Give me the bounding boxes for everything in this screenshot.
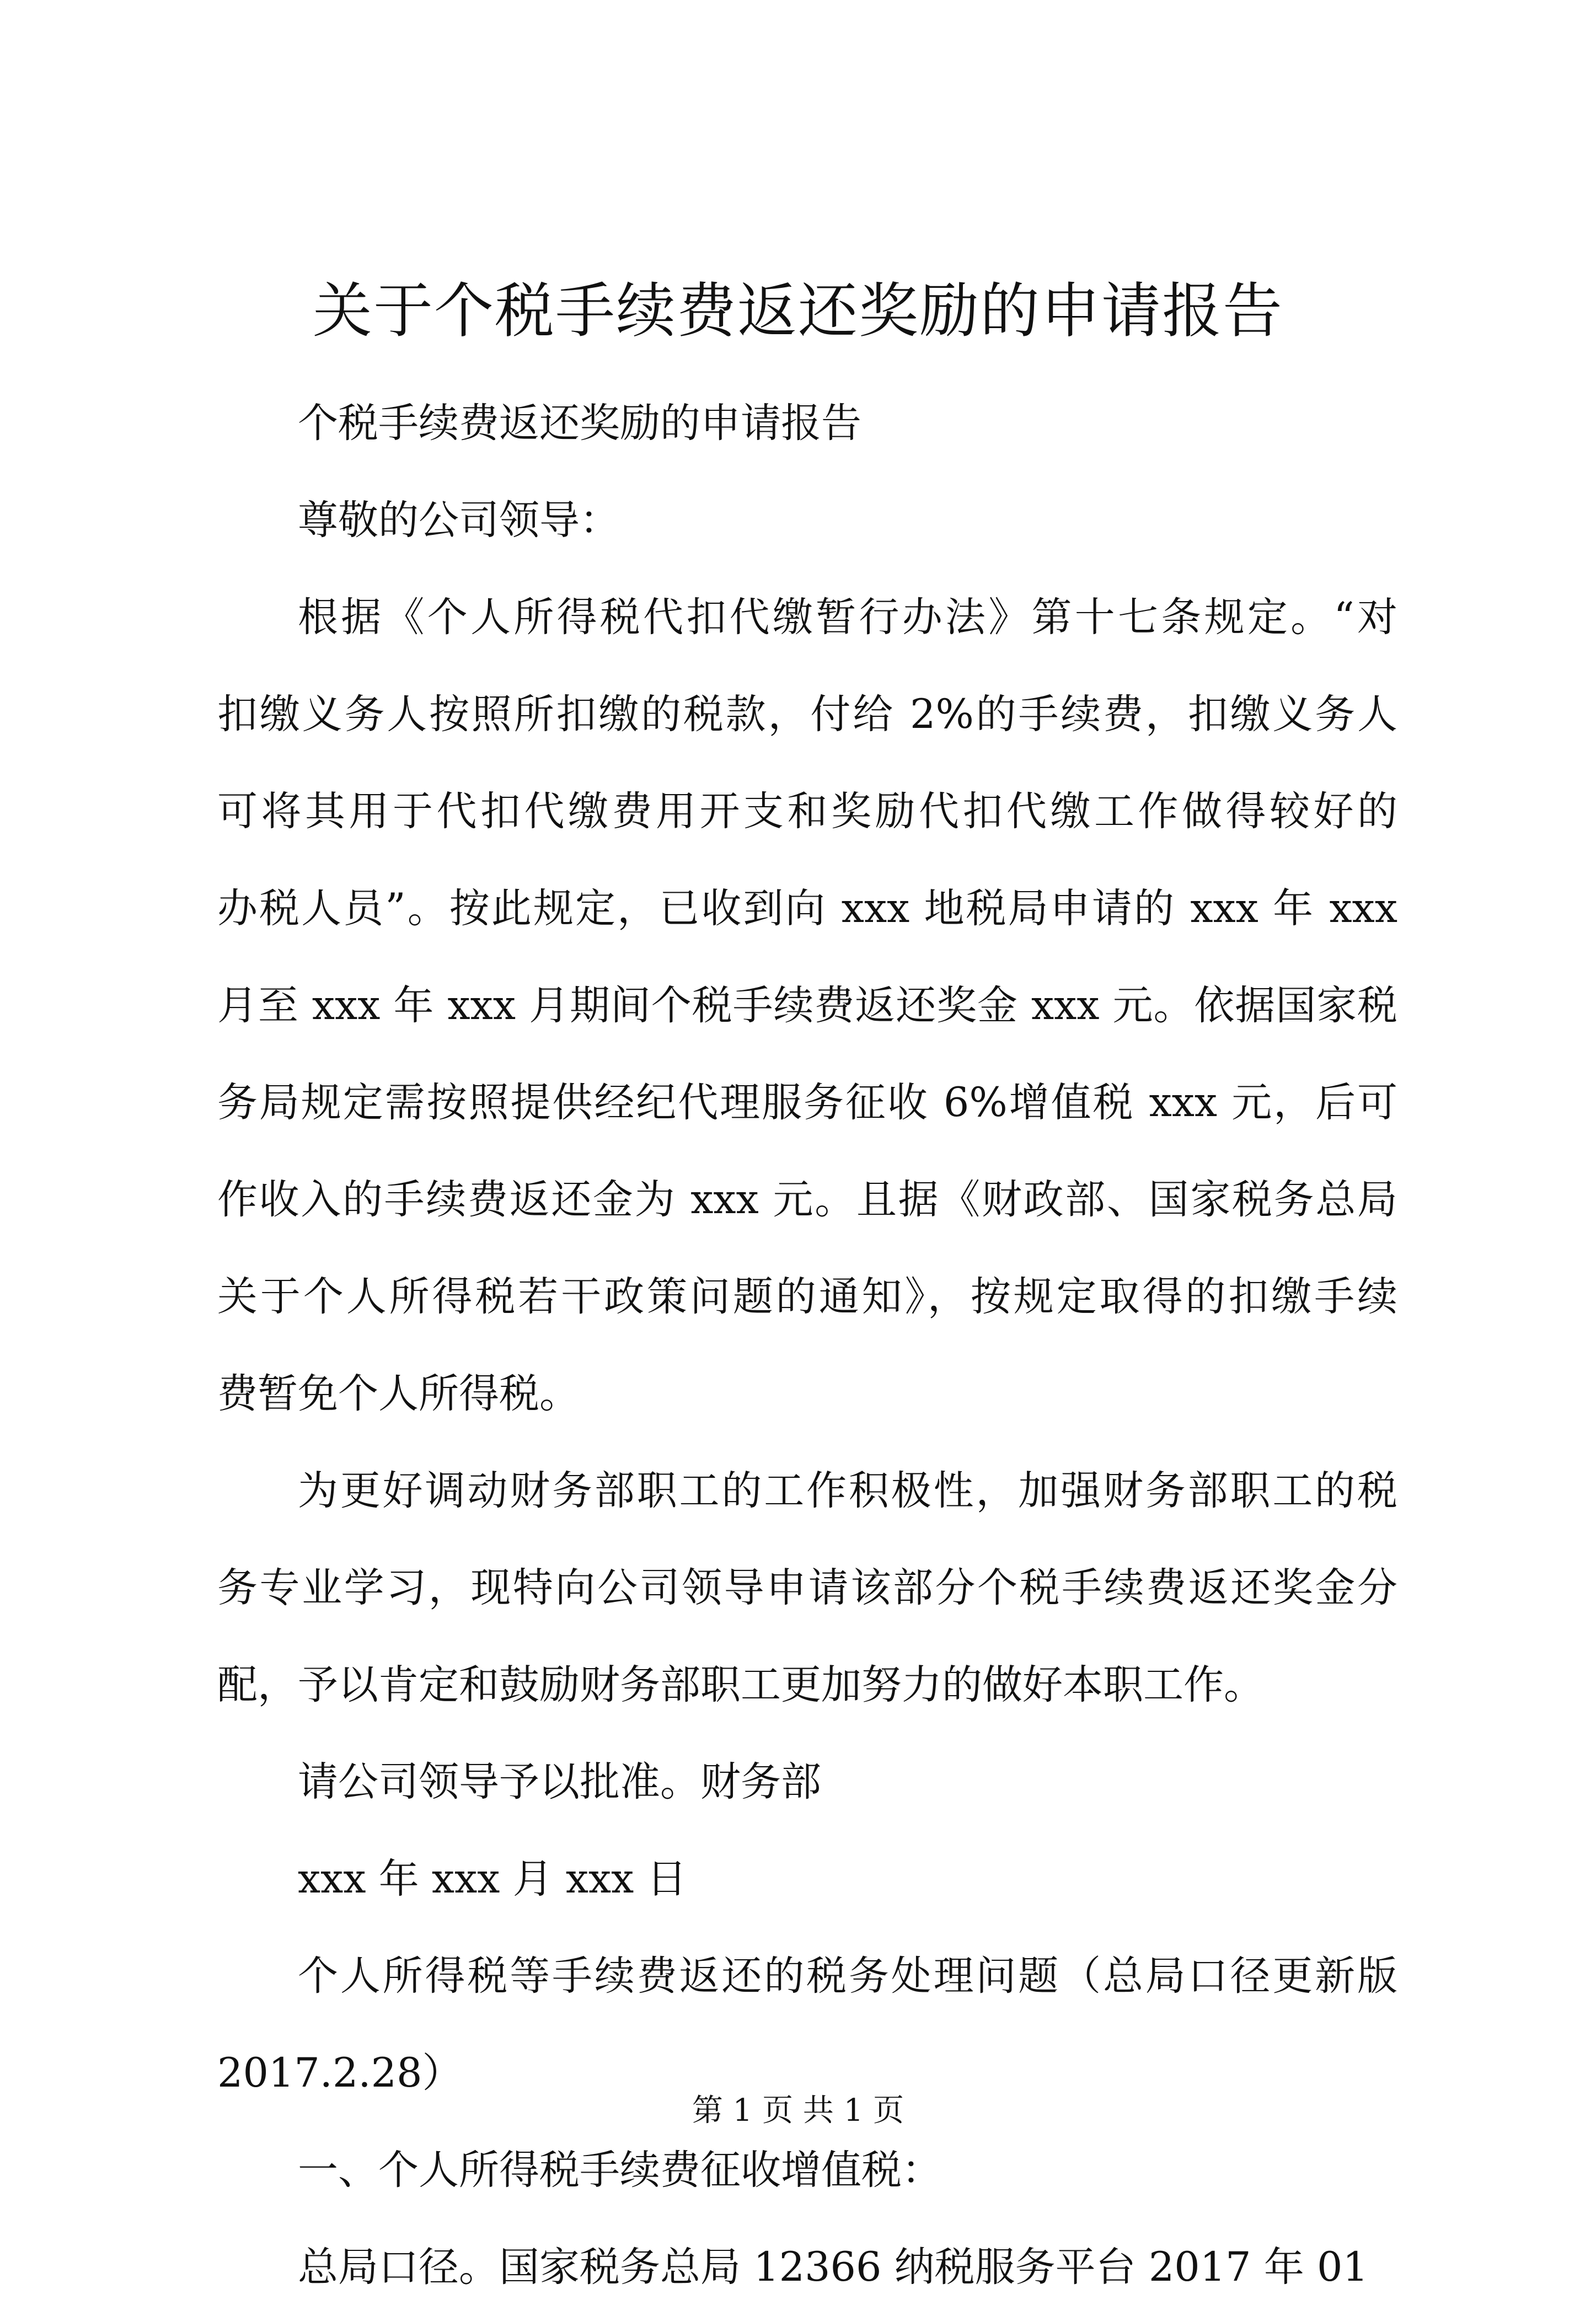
paragraph-line: 作收入的手续费返还金为 xxx 元。且据《财政部、国家税务总局 (217, 1176, 1397, 1223)
paragraph-line: 扣缴义务人按照所扣缴的税款，付给 2%的手续费，扣缴义务人 (217, 691, 1397, 738)
section-heading: 一、个人所得税手续费征收增值税： (298, 2147, 942, 2194)
paragraph-line: 务专业学习，现特向公司领导申请该部分个税手续费返还奖金分 (217, 1564, 1397, 1611)
document-title: 关于个税手续费返还奖励的申请报告 (312, 277, 1283, 346)
subtitle-line: 个税手续费返还奖励的申请报告 (298, 400, 861, 447)
paragraph-line: 根据《个人所得税代扣代缴暂行办法》第十七条规定。“对 (298, 594, 1397, 641)
page-footer: 第 1 页 共 1 页 (692, 2093, 904, 2129)
paragraph-line: 可将其用于代扣代缴费用开支和奖励代扣代缴工作做得较好的 (217, 788, 1397, 835)
paragraph-line: 为更好调动财务部职工的工作积极性，加强财务部职工的税 (298, 1467, 1397, 1514)
paragraph-line: 个人所得税等手续费返还的税务处理问题（总局口径更新版 (298, 1953, 1397, 1999)
salutation-line: 尊敬的公司领导： (298, 497, 620, 544)
paragraph-line: 办税人员”。按此规定，已收到向 xxx 地税局申请的 xxx 年 xxx (217, 885, 1397, 932)
paragraph-line: 务局规定需按照提供经纪代理服务征收 6%增值税 xxx 元，后可 (217, 1079, 1397, 1126)
date-line: xxx 年 xxx 月 xxx 日 (298, 1856, 687, 1902)
paragraph-line: 月至 xxx 年 xxx 月期间个税手续费返还奖金 xxx 元。依据国家税 (217, 982, 1397, 1029)
paragraph-line: 2017.2.28） (217, 2050, 463, 2097)
paragraph-line: 关于个人所得税若干政策问题的通知》，按规定取得的扣缴手续 (217, 1273, 1397, 1320)
paragraph-line: 费暂免个人所得税。 (217, 1370, 580, 1417)
paragraph-line: 总局口径。国家税务总局 12366 纳税服务平台 2017 年 01 (298, 2244, 1368, 2291)
document-body (217, 375, 1397, 2316)
paragraph-line: 配，予以肯定和鼓励财务部职工更加努力的做好本职工作。 (217, 1661, 1264, 1708)
approval-line: 请公司领导予以批准。财务部 (298, 1759, 821, 1805)
